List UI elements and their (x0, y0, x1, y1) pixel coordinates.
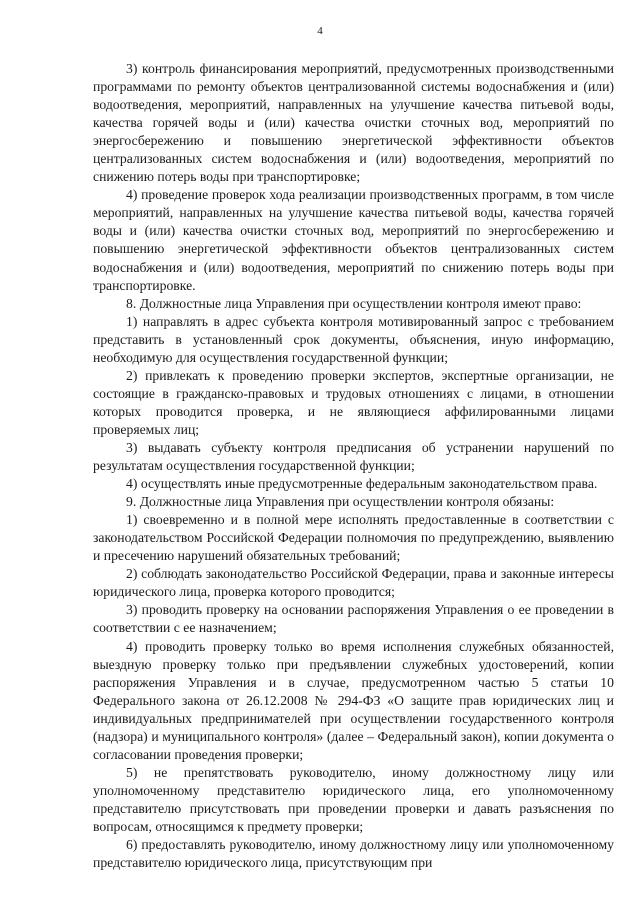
paragraph-8-3-orders: 3) выдавать субъекту контроля предписания об устранении нарушений по результатам осуществления государственной функции; (93, 439, 614, 474)
paragraph-9-4-duty-time: 4) проводить проверку только во время исполнения служебных обязанностей, выездную проверку только при предъявлении служебных удостоверений, копии распоряжения Управления и в случае, предусмотренном частью 5 статьи 10 Федерального закона от 26.12.2008 № 294-ФЗ «О защите прав юридических лиц и индивидуальных предпринимателей при осуществлении государственного контроля (надзора) и муниципального контроля» (далее – Федеральный закон), копии документа о согласовании проведения проверки; (93, 638, 614, 762)
paragraph-section-9-heading: 9. Должностные лица Управления при осуществлении контроля обязаны: (126, 494, 555, 510)
paragraph-9-3-order-basis: 3) проводить проверку на основании распоряжения Управления о ее проведении в соответствии с ее назначением; (93, 602, 614, 636)
paragraph-9-1-powers: 1) своевременно и в полной мере исполнять предоставленные в соответствии с законодательством Российской Федерации полномочия по предупреждению, выявлению и пресечению нарушений обязательных требований; (93, 512, 614, 564)
paragraph-4-program-inspections: 4) проведение проверок хода реализации производственных программ, в том числе мероприятий, направленных на улучшение качества питьевой воды, качества горячей воды и (или) качества очистки сточных вод, мероприятий по энергосбережению и повышению энергетической эффективности объектов централизованных систем водоснабжения и (или) водоотведения, мероприятий по снижению потерь воды при транспортировке. (93, 187, 614, 293)
paragraph-section-8-heading: 8. Должностные лица Управления при осуществлении контроля имеют право: (126, 295, 582, 311)
paragraph-3-financing-control: 3) контроль финансирования мероприятий, предусмотренных производственными программами по ремонту объектов централизованной системы водоснабжения и (или) водоотведения, мероприятий, направленных на улучшение качества питьевой воды, качества горячей воды и (или) качества очистки сточных вод, мероприятий по энергосбережению и повышению энергетической эффективности объектов централизованных систем водоснабжения и (или) водоотведения, мероприятий по снижению потерь воды при транспортировке; (93, 61, 614, 185)
paragraph-9-6-provide: 6) предоставлять руководителю, иному должностному лицу или уполномоченному представителю юридического лица, присутствующим при (93, 837, 614, 871)
paragraph-9-5-no-obstruction: 5) не препятствовать руководителю, иному должностному лицу или уполномоченному представителю юридического лица, его уполномоченному представителю присутствовать при проведении проверки и давать разъяснения по вопросам, относящимся к предмету проверки; (93, 764, 614, 834)
paragraph-8-2-experts: 2) привлекать к проведению проверки экспертов, экспертные организации, не состоящие в гражданско-правовых и трудовых отношениях с лицами, в отношении которых проводится проверка, и не являющиеся аффилированными лицами проверяемых лиц; (93, 367, 614, 437)
paragraph-8-4-other-rights: 4) осуществлять иные предусмотренные федеральным законодательством права. (126, 476, 598, 492)
document-body (93, 60, 614, 872)
paragraph-9-2-legislation: 2) соблюдать законодательство Российской Федерации, права и законные интересы юридического лица, проверка которого проводится; (93, 566, 614, 600)
paragraph-8-1-request: 1) направлять в адрес субъекта контроля мотивированный запрос с требованием представить в установленный срок документы, объяснения, иную информацию, необходимую для осуществления государственной функции; (93, 313, 614, 365)
page-number: 4 (317, 25, 323, 37)
